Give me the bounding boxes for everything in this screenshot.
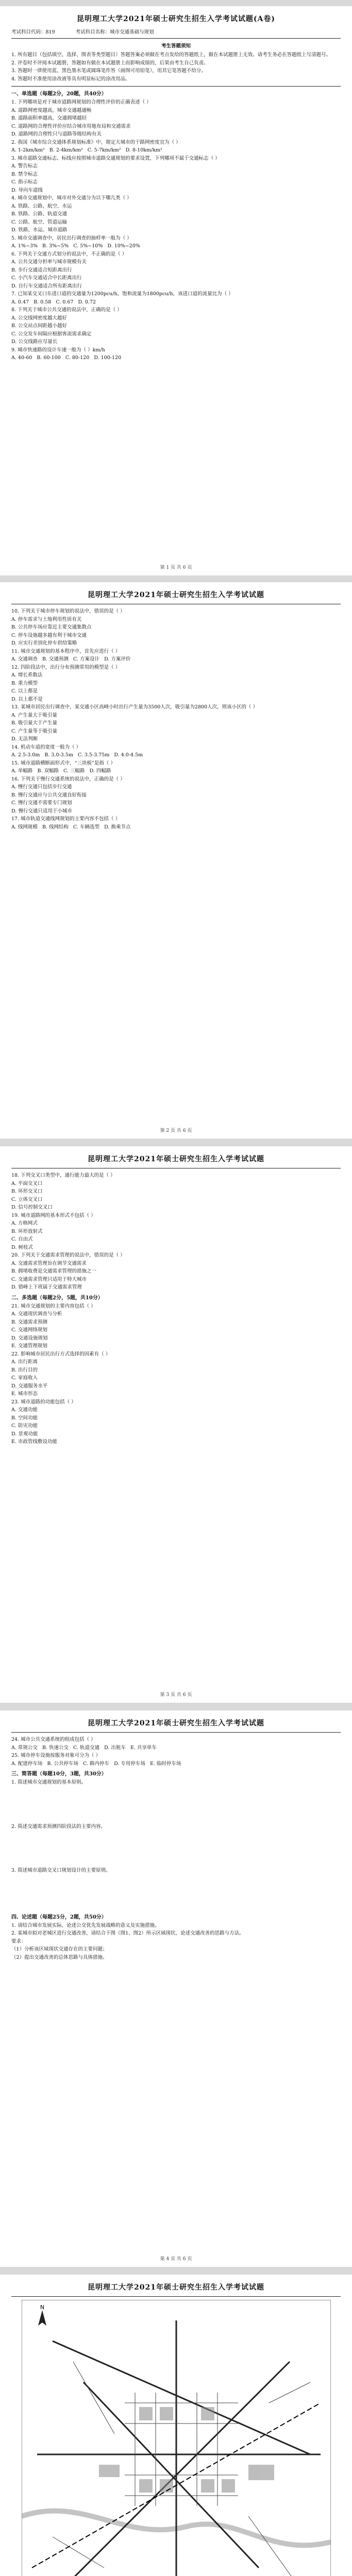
question-line: [11, 1787, 341, 1823]
question-line: C. 慢行交通不需要专门规划: [11, 800, 72, 806]
question-line: D. 自行车交通适合所有距离出行: [11, 283, 82, 289]
question-line: C. 自由式: [11, 1236, 33, 1242]
question-line: D. 公交线路应尽量长: [11, 339, 58, 345]
question-line: 25. 城市停车设施按服务对象可分为（ ）: [11, 1753, 101, 1758]
figure-1-map: [22, 2300, 331, 2576]
page-title: 昆明理工大学2021年硕士研究生招生入学考试试题: [88, 1719, 264, 1727]
page-2-questions: [11, 607, 341, 831]
page-3: [0, 1146, 352, 1703]
question-line: 22. 影响城市居民出行方式选择的因素有（ ）: [11, 1351, 111, 1357]
section-heading: 三、简答题（每题10分，3题，共30分）: [11, 1771, 107, 1777]
question-line: B. 公交站点间距越小越好: [11, 323, 68, 329]
page-2: [0, 582, 352, 1139]
question-line: B. 环形放射式: [11, 1228, 43, 1234]
question-line: C. 指示标志: [11, 179, 38, 185]
question-line: E. 市政管线敷设功能: [11, 1439, 57, 1445]
question-line: D. 导向车道线: [11, 187, 43, 193]
question-line: 要求：: [11, 1938, 26, 1944]
question-line: 9. 城市快速路的设计车速一般为（ ）km/h: [11, 347, 105, 353]
question-line: 20. 下列关于交通需求管理的说法中，错误的是（ ）: [11, 1252, 125, 1258]
question-line: 24. 城市公共交通系统的组成包括（ ）: [11, 1737, 96, 1742]
subject-code: 考试科目代码：819: [11, 29, 55, 35]
page-title: 昆明理工大学2021年硕士研究生招生入学考试试题: [88, 591, 264, 599]
question-line: 17. 城市轨道交通线网规划的主要内容不包括（ ）: [11, 816, 121, 822]
question-line: B. 出行目的: [11, 1367, 38, 1373]
notice-heading: 考生答题须知: [161, 43, 191, 49]
question-line: E. 城市形态: [11, 1391, 38, 1397]
page-4-questions: [11, 1736, 341, 1961]
question-line: C. 公路、航空、管道运输: [11, 219, 67, 225]
page-1: [0, 6, 352, 575]
question-line: 1. 简述城市交通规划的基本原则。: [11, 1780, 87, 1785]
divider: [11, 2296, 341, 2297]
question-line: D. 信号控制交叉口: [11, 1205, 53, 1210]
question-line: A. 配建停车场 B. 公共停车场 C. 路内停车 D. 专用停车场 E. 临时停车场: [11, 1760, 181, 1767]
question-line: C. 停车设施越多越有利于城市交通: [11, 632, 87, 638]
question-line: 13. 某城市居民出行调查中，某交通小区高峰小时出行产生量为3500人次，吸引量为2800人次，则该小区的（ ）: [11, 704, 258, 710]
question-line: D. 树枝式: [11, 1244, 33, 1250]
question-line: D. 应实行差别化停车供给策略: [11, 640, 77, 646]
question-line: A. 慢行交通只包括步行交通: [11, 784, 72, 790]
question-line: 1. 下列哪项是对于城市道路网规划的合理性评价的正确表述（ ）: [11, 99, 152, 105]
question-line: A. 单幅路 B. 双幅路 C. 三幅路 D. 四幅路: [11, 768, 111, 774]
question-line: 10. 下列关于城市停车规划的说法中，错误的是（ ）: [11, 608, 125, 614]
question-line: A. 2.5-3.0m B. 3.0-3.5m C. 3.5-3.75m D. 4.0-4.5m: [11, 752, 143, 758]
page-4: [0, 1710, 352, 2267]
question-line: D. 慢行交通只适用于小城市: [11, 808, 72, 814]
subject-name: 考试科目名称：城市交通基础与规划: [75, 29, 154, 35]
question-line: 15. 城市道路横断面形式中，“三块板”是指（ ）: [11, 760, 115, 766]
question-line: A. 停车需求与土地利用性质有关: [11, 616, 82, 622]
question-line: A. 40-60 B. 60-100 C. 80-120 D. 100-120: [11, 355, 122, 361]
notice-item: 3. 答题时一律使用蓝、黑色墨水笔或圆珠笔作答（画图可用铅笔），用其它笔答题不给分。: [11, 68, 206, 74]
page-footer: 第 4 页 共 6 页: [160, 2257, 192, 2262]
question-line: 5. 城市交通调查中，居民出行调查的抽样率一般为（ ）: [11, 235, 132, 241]
notice-item: 2. 评卷时不评阅本试题册，答题如有做在本试题册上而影响成绩的，后果由考生自己负责。: [11, 60, 209, 66]
question-line: 2. 简述交通需求预测四阶段法的主要内容。: [11, 1823, 106, 1829]
page-title: 昆明理工大学2021年硕士研究生招生入学考试试题: [88, 1155, 264, 1163]
question-line: B. 铁路、公路、轨道交通: [11, 211, 68, 217]
question-line: B. 交通需求预测: [11, 1319, 48, 1325]
question-line: B. 慢行交通应与公共交通良好衔接: [11, 792, 87, 798]
question-line: C. 以上都是: [11, 688, 38, 694]
question-line: D. 交通服务水平: [11, 1383, 48, 1389]
question-line: 1. 请结合城市发展实际，论述公交优先发展战略的意义及实施措施。: [11, 1922, 160, 1928]
question-line: B. 禁令标志: [11, 171, 38, 177]
page-3-questions: [11, 1172, 341, 1446]
page-1-questions: [11, 90, 341, 362]
question-line: A. 出行距离: [11, 1359, 38, 1365]
question-line: B. 重力模型: [11, 680, 38, 686]
notice-item: 1. 所有题目（包括填空、选择、图表等类型题目）答题答案必须做在考点发给的答题纸上，做在本试题册上无效。请考生务必在答题纸上写清题号。: [11, 52, 331, 58]
question-line: A. 0.47 B. 0.58 C. 0.67 D. 0.72: [11, 299, 96, 305]
question-line: 8. 下列关于城市公共交通的说法中，正确的是（ ）: [11, 307, 122, 313]
question-line: C. 小汽车交通适合中长距离出行: [11, 275, 82, 281]
question-line: [11, 1831, 341, 1867]
question-line: 4. 城市交通规划中，城市对外交通分为以下哪几类（ ）: [11, 195, 132, 201]
page-title: 昆明理工大学2021年硕士研究生招生入学考试试题: [88, 2283, 264, 2292]
question-line: B. 公共停车场应靠近主要交通集散点: [11, 624, 92, 630]
question-line: A. 方格网式: [11, 1221, 38, 1226]
question-line: A. 警告标志: [11, 163, 38, 169]
question-line: （1）分析该区域现状交通存在的主要问题；: [11, 1946, 108, 1952]
question-line: D. 无法判断: [11, 736, 38, 742]
divider: [11, 38, 341, 39]
question-line: B. 拥堵收费是交通需求管理的措施之一: [11, 1268, 97, 1274]
question-line: 14. 机动车道的宽度一般为（ ）: [11, 744, 81, 750]
question-line: C. 公交发车间隔应根据客流需求确定: [11, 331, 92, 337]
question-line: A. 常规公交 B. 快速公交 C. 轨道交通 D. 出租车 E. 共享单车: [11, 1744, 157, 1751]
section-heading: 四、论述题（每题25分，2题，共50分）: [11, 1914, 107, 1920]
notice-item: 4. 答题时不准使用涂改液等具有明显标记的涂改用品。: [11, 76, 130, 82]
question-line: A. 公共交通分担率与城市规模有关: [11, 259, 87, 265]
question-line: B. 环形交叉口: [11, 1189, 43, 1194]
question-line: 2. 某城市拟对老城区进行交通改善，请结合下图（图1、图2）所示区域现状，论述交通改善的思路与方法。: [11, 1930, 244, 1936]
question-line: 3. 简述城市道路交叉口规划设计的主要原则。: [11, 1868, 111, 1873]
question-line: B. 步行交通适合短距离出行: [11, 267, 72, 273]
question-line: 23. 城市道路的功能包括（ ）: [11, 1399, 76, 1405]
question-line: B. 空间功能: [11, 1415, 38, 1421]
question-line: D. 交通设施规划: [11, 1335, 48, 1341]
question-line: 19. 城市道路网的基本形式不包括（ ）: [11, 1212, 96, 1218]
question-line: A. 交通现状调查与分析: [11, 1311, 62, 1317]
question-line: 11. 城市交通规划的基本程序中，首先应进行（ ）: [11, 648, 121, 654]
question-line: C. 防灾功能: [11, 1423, 38, 1429]
question-line: A. 公交线网密度越大越好: [11, 315, 67, 321]
question-line: C. 产生量等于吸引量: [11, 728, 57, 734]
question-line: D. 景观功能: [11, 1431, 38, 1437]
divider: [11, 86, 341, 87]
question-line: E. 交通管理规划: [11, 1343, 47, 1349]
question-line: D. 以上都不是: [11, 696, 43, 702]
question-line: 18. 下列交叉口类型中，通行能力最大的是（ ）: [11, 1173, 115, 1178]
section-heading: 二、多选题（每题2分，5题，共10分）: [11, 1295, 103, 1301]
question-line: A. 交通调查 B. 交通预测 C. 方案设计 D. 方案评价: [11, 656, 131, 662]
question-line: A. 线网规模 B. 线网结构 C. 车辆选型 D. 换乘节点: [11, 824, 131, 830]
page-5: [0, 2275, 352, 2576]
question-line: C. 交通网络规划: [11, 1327, 47, 1333]
question-line: 7. 已知某交叉口东进口道的交通量为1200pcu/h，饱和流量为1800pcu/h，该进口道的流量比为（ ）: [11, 291, 233, 297]
question-line: A. 平面交叉口: [11, 1180, 43, 1187]
section-heading: 一、单选题（每题2分，20题，共40分）: [11, 91, 107, 97]
question-line: 3. 城市道路交通标志、标线应按照城市道路交通规划的要求设置，下列哪项不属于交通标志（ ）: [11, 155, 220, 161]
exam-title: 昆明理工大学2021年硕士研究生招生入学考试试题(A卷): [76, 15, 276, 23]
question-line: C. 立体交叉口: [11, 1196, 43, 1202]
page-footer: 第 2 页 共 6 页: [160, 1128, 192, 1133]
exam-meta: [11, 28, 341, 35]
question-line: C. 道路网的合理性评价应结合城市用地布局和交通需求: [11, 123, 131, 129]
question-line: 6. 下列关于交通方式划分的说法中，不正确的是（ ）: [11, 251, 127, 257]
question-line: 12. 四阶段法中，出行分布预测常用的模型是（ ）: [11, 664, 121, 670]
question-line: A. 1%~3% B. 3%~5% C. 5%~10% D. 10%~20%: [11, 243, 140, 249]
question-line: 16. 下列关于慢行交通系统的说法中，正确的是（ ）: [11, 776, 125, 782]
question-line: A. 铁路、公路、航空、水运: [11, 203, 72, 209]
question-line: A. 增长系数法: [11, 672, 43, 678]
question-line: C. 家庭收入: [11, 1375, 38, 1381]
divider: [11, 1732, 341, 1733]
question-line: B. 道路面积率越高，交通拥堵越轻: [11, 115, 87, 121]
question-line: （2）提出交通改善的总体思路与具体措施。: [11, 1954, 108, 1960]
question-line: 21. 城市交通规划的主要内容包括（ ）: [11, 1303, 96, 1309]
question-line: C. 交通需求管理只适用于特大城市: [11, 1276, 87, 1282]
question-line: 2. 我国《城市综合交通体系规划标准》中，规定大城市的干路网密度宜为（ ）: [11, 139, 181, 145]
question-line: A. 产生量大于吸引量: [11, 712, 57, 718]
question-line: D. 错峰上下班属于交通需求管理: [11, 1284, 82, 1290]
question-line: B. 吸引量大于产生量: [11, 720, 58, 726]
question-line: A. 交通需求管理旨在调节交通需求: [11, 1260, 87, 1266]
question-line: D. 道路网的合理性只与道路等级结构有关: [11, 131, 102, 137]
question-line: A. 1-2km/km² B. 2-4km/km² C. 5-7km/km² D. 8-10km/km²: [11, 147, 162, 153]
question-line: [11, 1875, 341, 1911]
page-footer: 第 1 页 共 6 页: [160, 565, 192, 570]
svg-text:N: N: [40, 2304, 44, 2311]
question-line: D. 铁路、水运、城市道路: [11, 227, 68, 233]
page-footer: 第 3 页 共 6 页: [160, 1692, 192, 1698]
question-line: A. 交通功能: [11, 1407, 38, 1413]
question-line: A. 道路网密度越高，城市交通越通畅: [11, 107, 92, 113]
